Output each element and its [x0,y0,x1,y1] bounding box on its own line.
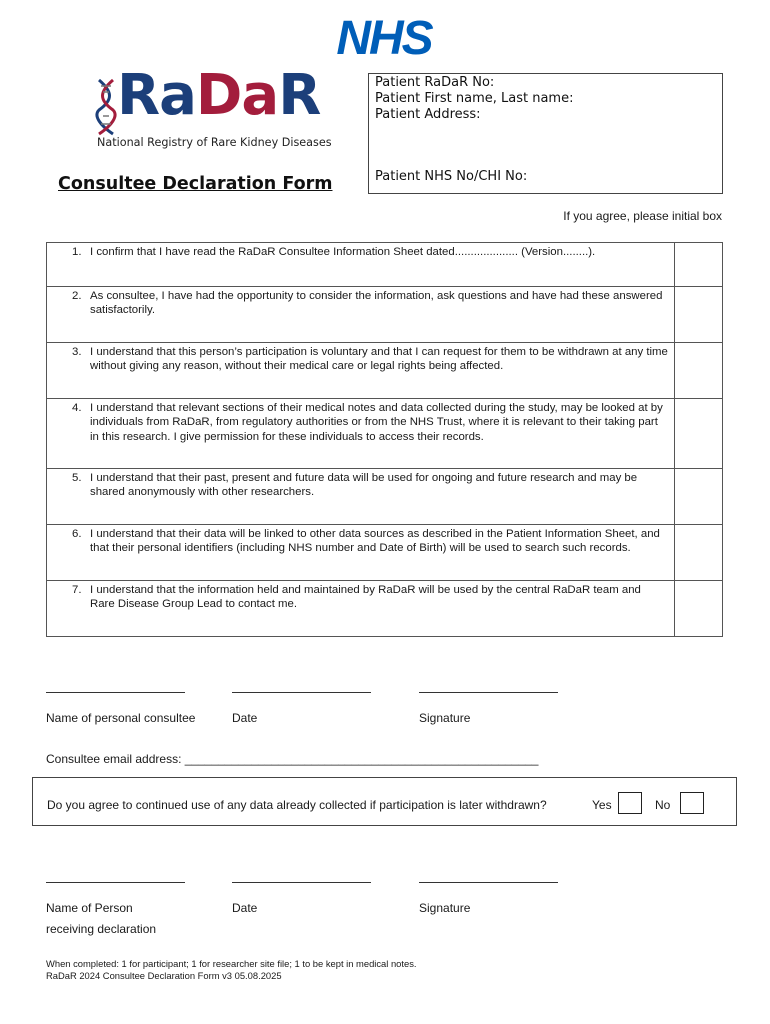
declaration-text-2 [47,287,675,342]
no-checkbox[interactable] [680,792,704,814]
declaration-num-1: 1. [72,246,82,258]
radar-wordmark-ra: Ra [117,63,196,128]
declarations-table [46,242,723,637]
consultee-email-label: Consultee email address: [46,752,182,766]
patient-address-label: Patient Address: [375,107,481,122]
declaration-text-3 [47,343,675,398]
patient-radar-no-label: Patient RaDaR No: [375,75,495,90]
receiver-name-label-line1: Name of Person [46,901,133,915]
footer-distribution-note: When completed: 1 for participant; 1 for researcher site file; 1 to be kept in medical notes. [46,958,417,969]
declaration-row-2 [47,287,722,343]
dna-helix-icon [95,78,117,136]
radar-wordmark [117,63,321,128]
declaration-row-5 [47,469,722,525]
declaration-statement-1: I confirm that I have read the RaDaR Consultee Information Sheet dated.................... (Version........). [90,246,596,258]
consultee-signature-line[interactable] [419,692,558,693]
nhs-logo-graphic [322,16,446,58]
footer-version-note: RaDaR 2024 Consultee Declaration Form v3 05.08.2025 [46,970,282,981]
initial-box-5[interactable] [675,469,722,524]
receiver-date-line[interactable] [232,882,371,883]
radar-wordmark-r: R [278,63,321,128]
consultee-email-field[interactable]: _____________________________________________________ [184,752,539,766]
initial-box-2[interactable] [675,287,722,342]
radar-logo [95,63,345,152]
continued-use-question: Do you agree to continued use of any data already collected if participation is later withdrawn? [47,798,547,812]
initial-box-7[interactable] [675,581,722,636]
declaration-text-7 [47,581,675,636]
declaration-statement-6: I understand that their data will be linked to other data sources as described in the Patient Information Sheet, and that their personal identifiers (including NHS number and Date of Birth) will be used to search such records. [90,528,660,555]
nhs-logo-text: NHS [336,16,432,58]
radar-wordmark-da: Da [195,63,279,128]
patient-name-label: Patient First name, Last name: [375,91,574,106]
declaration-statement-5: I understand that their past, present and future data will be used for ongoing and future research and may be shared anonymously with other researchers. [90,472,638,499]
yes-checkbox[interactable] [618,792,642,814]
continued-use-box [32,777,737,826]
declaration-text-6 [47,525,675,580]
declaration-num-4: 4. [72,402,82,414]
nhs-logo [322,16,446,58]
consultee-date-label: Date [232,711,258,725]
declaration-text-4 [47,399,675,468]
consultee-signature-label: Signature [419,711,471,725]
declaration-num-3: 3. [72,346,82,358]
receiver-name-line[interactable] [46,882,185,883]
declaration-num-2: 2. [72,290,82,302]
patient-nhs-no-label: Patient NHS No/CHI No: [375,169,528,184]
declaration-statement-7: I understand that the information held and maintained by RaDaR will be used by the central RaDaR team and Rare Disease Group Lead to contact me. [90,584,641,611]
initial-box-3[interactable] [675,343,722,398]
initial-box-instruction: If you agree, please initial box [563,209,722,223]
initial-box-6[interactable] [675,525,722,580]
initial-box-1[interactable] [675,243,722,286]
radar-tagline: National Registry of Rare Kidney Diseases [97,136,332,149]
declaration-text-5 [47,469,675,524]
declaration-statement-3: I understand that this person’s participation is voluntary and that I can request for them to be withdrawn at any time without giving any reason, without their medical care or legal rights being affected. [90,346,668,373]
initial-box-4[interactable] [675,399,722,468]
declaration-row-7 [47,581,722,636]
declaration-statement-2: As consultee, I have had the opportunity to consider the information, ask questions and have had these answered satisfactorily. [90,290,663,317]
consultee-name-line[interactable] [46,692,185,693]
declaration-row-6 [47,525,722,581]
declaration-row-3 [47,343,722,399]
yes-label: Yes [592,798,612,812]
declaration-num-5: 5. [72,472,82,484]
no-label: No [655,798,671,812]
declaration-row-4 [47,399,722,469]
consultee-date-line[interactable] [232,692,371,693]
consultee-name-label: Name of personal consultee [46,711,196,725]
declaration-num-6: 6. [72,528,82,540]
declaration-statement-4: I understand that relevant sections of their medical notes and data collected during the study, may be looked at by individuals from RaDaR, from regulatory authorities or from the NHS Trust, where it is relevant to their taking part in this research. I give permission for these individuals to access their records. [90,402,663,443]
declaration-text-1 [47,243,675,286]
declaration-num-7: 7. [72,584,82,596]
receiver-signature-label: Signature [419,901,471,915]
declaration-row-1 [47,243,722,287]
consultee-email-row [46,752,538,766]
receiver-date-label: Date [232,901,258,915]
patient-details-box[interactable] [368,73,723,194]
receiver-name-label-line2: receiving declaration [46,922,157,936]
receiver-signature-line[interactable] [419,882,558,883]
page-title: Consultee Declaration Form [58,174,333,194]
